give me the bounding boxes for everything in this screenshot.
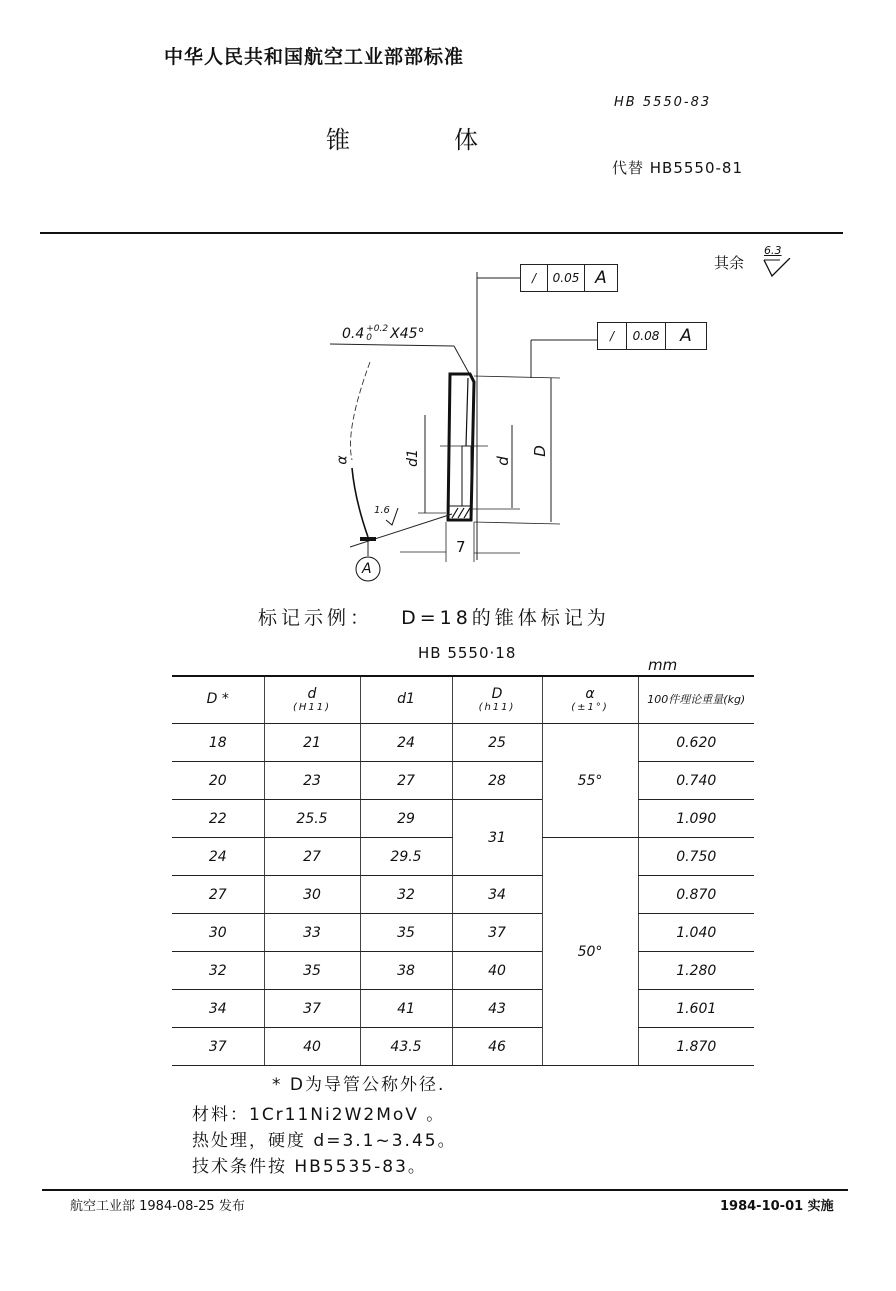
cell-d1: 43.5: [360, 1028, 452, 1066]
datum-label: A: [362, 561, 372, 577]
cell-D: 34: [172, 990, 264, 1028]
cell-d: 23: [264, 762, 360, 800]
cell-D: 18: [172, 724, 264, 762]
footer-divider: [42, 1189, 848, 1191]
cell-D: 24: [172, 838, 264, 876]
chamfer-angle: X45°: [390, 326, 425, 342]
header-d1: d1: [360, 676, 452, 724]
header-alpha: α (±1°): [542, 676, 638, 724]
heat-treatment-note: 热处理，硬度 d=3.1~3.45。: [192, 1131, 457, 1151]
cell-d1: 29.5: [360, 838, 452, 876]
surface-roughness-value: 1.6: [374, 505, 390, 516]
other-roughness-label: 其余: [714, 254, 745, 272]
marking-example: [258, 603, 610, 630]
cell-alpha-55: 55°: [542, 724, 638, 838]
cell-weight: 1.870: [638, 1028, 754, 1066]
cell-D: 22: [172, 800, 264, 838]
cell-D: 30: [172, 914, 264, 952]
cell-d1: 32: [360, 876, 452, 914]
cell-d: 21: [264, 724, 360, 762]
cell-weight: 1.040: [638, 914, 754, 952]
marking-example-label: 标记示例：: [258, 607, 374, 629]
table-header-row: [172, 676, 754, 724]
angle-alpha-label: α: [334, 455, 351, 465]
cell-d: 35: [264, 952, 360, 990]
cone-part-drawing: [0, 0, 896, 600]
chamfer-size: 0.4: [342, 326, 365, 342]
chamfer-tol-upper: +0.2: [366, 324, 389, 334]
cell-D: 37: [172, 1028, 264, 1066]
table-row: [172, 800, 754, 838]
cell-d: 37: [264, 990, 360, 1028]
cell-weight: 0.870: [638, 876, 754, 914]
cell-d1: 35: [360, 914, 452, 952]
cell-d1: 38: [360, 952, 452, 990]
cell-D-h11: 34: [452, 876, 542, 914]
header-d: d (H11): [264, 676, 360, 724]
dimension-table: [172, 675, 754, 1066]
cell-d: 25.5: [264, 800, 360, 838]
issued-date: 航空工业部 1984-08-25 发布: [70, 1199, 245, 1214]
cell-D-h11: 43: [452, 990, 542, 1028]
standard-number: HB 5550-83: [614, 95, 712, 110]
cell-D: 20: [172, 762, 264, 800]
cell-d1: 27: [360, 762, 452, 800]
cell-d: 27: [264, 838, 360, 876]
replaces-standard: 代替 HB5550-81: [612, 159, 744, 177]
table-row: [172, 952, 754, 990]
cell-weight: 0.740: [638, 762, 754, 800]
organization-title: 中华人民共和国航空工业部部标准: [164, 46, 465, 68]
effective-date: 1984-10-01 实施: [720, 1199, 834, 1214]
header-D-h11: D (h11): [452, 676, 542, 724]
material-note: 材料：1Cr11Ni2W2MoV 。: [192, 1105, 446, 1125]
document-title-char-1: 锥: [326, 126, 350, 154]
cell-weight: 0.750: [638, 838, 754, 876]
cell-d: 33: [264, 914, 360, 952]
cell-alpha-50: 50°: [542, 838, 638, 1066]
runout-symbol-icon: /: [521, 265, 548, 291]
table-row: [172, 762, 754, 800]
runout-symbol-icon: /: [598, 323, 627, 349]
diameter-d-label: d: [493, 456, 512, 466]
table-unit: mm: [648, 656, 678, 674]
header-D: D *: [172, 676, 264, 724]
cell-D-h11: 28: [452, 762, 542, 800]
cell-D-h11: 31: [452, 800, 542, 876]
technical-conditions-note: 技术条件按 HB5535-83。: [192, 1157, 427, 1177]
diameter-D-label: D: [530, 445, 549, 457]
table-row: [172, 990, 754, 1028]
cell-D-h11: 37: [452, 914, 542, 952]
table-row: [172, 876, 754, 914]
cell-d: 30: [264, 876, 360, 914]
header-weight: 100件理论重量(kg): [638, 676, 754, 724]
width-dimension: 7: [456, 538, 466, 556]
cell-d1: 41: [360, 990, 452, 1028]
cell-d: 40: [264, 1028, 360, 1066]
cell-D-h11: 46: [452, 1028, 542, 1066]
chamfer-tol-lower: 0: [366, 333, 372, 343]
other-roughness-value: 6.3: [764, 244, 782, 257]
table-row: [172, 914, 754, 952]
runout-datum-1: A: [595, 268, 607, 288]
cell-D-h11: 40: [452, 952, 542, 990]
marking-example-text: D=18的锥体标记为: [401, 607, 610, 629]
diameter-d1-label: d1: [404, 449, 421, 467]
cell-D: 27: [172, 876, 264, 914]
table-row: [172, 1028, 754, 1066]
cell-D-h11: 25: [452, 724, 542, 762]
runout-value-2: 0.08: [627, 323, 666, 349]
cell-D: 32: [172, 952, 264, 990]
cell-weight: 1.280: [638, 952, 754, 990]
cell-weight: 1.601: [638, 990, 754, 1028]
cell-d1: 24: [360, 724, 452, 762]
footnote: * D为导管公称外径.: [272, 1075, 446, 1095]
marking-example-code: HB 5550·18: [418, 644, 517, 662]
runout-datum-2: A: [680, 326, 692, 346]
document-title-char-2: 体: [454, 126, 478, 154]
cell-weight: 0.620: [638, 724, 754, 762]
cell-weight: 1.090: [638, 800, 754, 838]
cell-d1: 29: [360, 800, 452, 838]
table-row: [172, 724, 754, 762]
runout-value-1: 0.05: [548, 265, 585, 291]
